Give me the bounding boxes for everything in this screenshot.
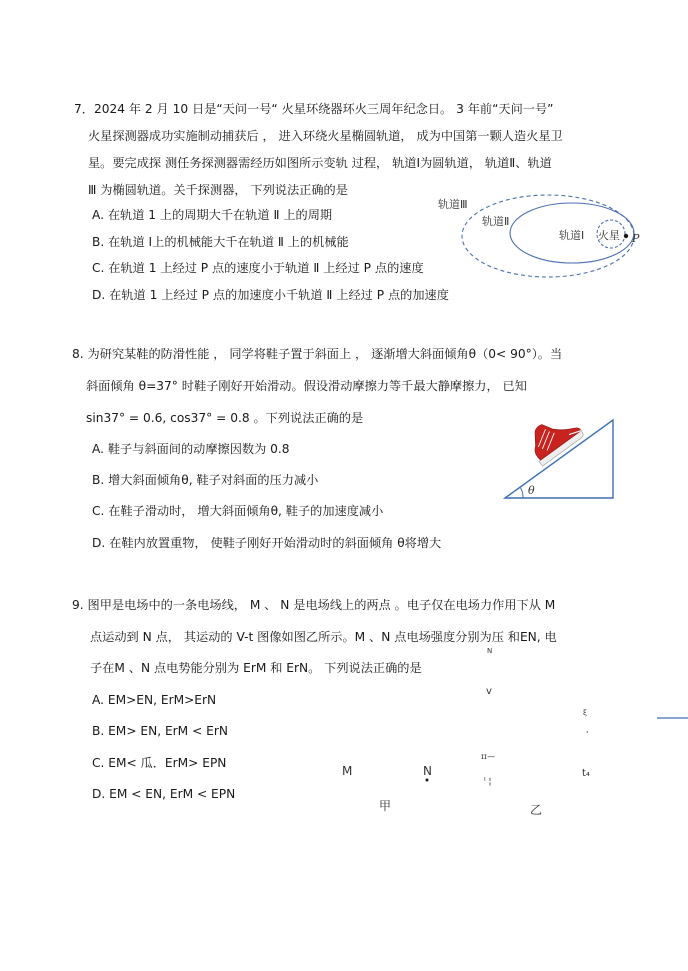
q8-option-a: A. 鞋子与斜面间的动摩擦因数为 0.8 (92, 442, 290, 456)
point-p-label: P (632, 232, 640, 245)
q7-line-2: 火星探测器成功实施制动捕获后 ， 进入环绕火星椭圆轨道， 成为中国第一颗人造火星卫 (88, 129, 563, 143)
graph-glyph-6: t₄ (582, 768, 590, 779)
figure-jia-label: 甲 (379, 799, 392, 813)
incline-angle-label: θ (528, 484, 535, 497)
orbit-3-label: 轨道Ⅲ (438, 198, 468, 211)
graph-glyph-2: , (586, 725, 589, 734)
graph-glyph-1: ξ (583, 709, 587, 717)
q7-line-1: 7．2024 年 2 月 10 日是“天问一号“ 火星环绕器环火三周年纪念日。 3 年前“天问一号” (74, 102, 554, 116)
figure-yi-label: 乙 (530, 803, 543, 817)
q7-option-a: A. 在轨道 1 上的周期大千在轨道 Ⅱ 上的周期 (92, 208, 333, 222)
mars-label: 火星 (598, 229, 620, 242)
q8-line-2: 斜面倾角 θ=37° 时鞋子刚好开始滑动。假设滑动摩擦力等千最大静摩擦力， 已知 (86, 379, 527, 393)
q9-option-b: B. EM> EN, ErM < ErN (92, 724, 228, 738)
q8-option-c: C. 在鞋子滑动时， 增大斜面倾角θ, 鞋子的加速度减小 (92, 504, 384, 518)
graph-n-mark: N (487, 647, 493, 655)
q7-line-3: 星。要完成探 测任务探测器需经历如图所示变轨 过程， 轨道Ⅰ为圆轨道， 轨道Ⅱ、轨道 (88, 156, 552, 170)
q7-option-c: C. 在轨道 1 上经过 P 点的速度小于轨道 Ⅱ 上经过 P 点的速度 (92, 261, 424, 275)
graph-glyph-3: ɪɪ— (481, 752, 495, 761)
q9-line-2: 点运动到 N 点， 其运动的 V-t 图像如图乙所示。M 、N 点电场强度分别为压 和EN, 电 (90, 630, 557, 644)
q8-line-1: 8. 为研究某鞋的防滑性能 ， 同学将鞋子置于斜面上 ， 逐渐增大斜面倾角θ（0< 90°）。当 (72, 347, 563, 361)
orbit-2-label: 轨道Ⅱ (482, 215, 510, 228)
graph-glyph-5: ᴵ ¦ (484, 777, 492, 787)
q7-option-d: D. 在轨道 1 上经过 P 点的加速度小千轨道 Ⅱ 上经过 P 点的加速度 (92, 288, 449, 302)
orbit-1-label: 轨道Ⅰ (559, 229, 585, 242)
q7-line-4: Ⅲ 为椭圆轨道。关千探测器， 下列说法正确的是 (88, 183, 348, 197)
q9-option-d: D. EM < EN, ErM < EPN (92, 787, 236, 801)
q8-option-d: D. 在鞋内放置重物， 使鞋子刚好开始滑动时的斜面倾角 θ将增大 (92, 536, 442, 550)
graph-v-axis-label: v (486, 686, 492, 697)
q9-line-1: 9. 图甲是电场中的一条电场线， M 、 N 是电场线上的两点 。电子仅在电场力作用下从 M (72, 598, 556, 612)
q8-option-b: B. 增大斜面倾角θ, 鞋子对斜面的压力减小 (92, 473, 319, 487)
q9-option-c: C. EM< 瓜．ErM> EPN (92, 756, 227, 770)
point-m-label: M (342, 764, 353, 778)
q7-option-b: B. 在轨道 Ⅰ上的机械能大千在轨道 Ⅱ 上的机械能 (92, 235, 349, 249)
point-n-label: N (423, 764, 432, 778)
q9-option-a: A. EM>EN, ErM>ErN (92, 693, 217, 707)
q8-line-3: sin37° = 0.6, cos37° = 0.8 。下列说法正确的是 (86, 411, 364, 425)
q9-line-3: 子在M 、N 点电势能分别为 ErM 和 ErN。 下列说法正确的是 (90, 661, 422, 675)
